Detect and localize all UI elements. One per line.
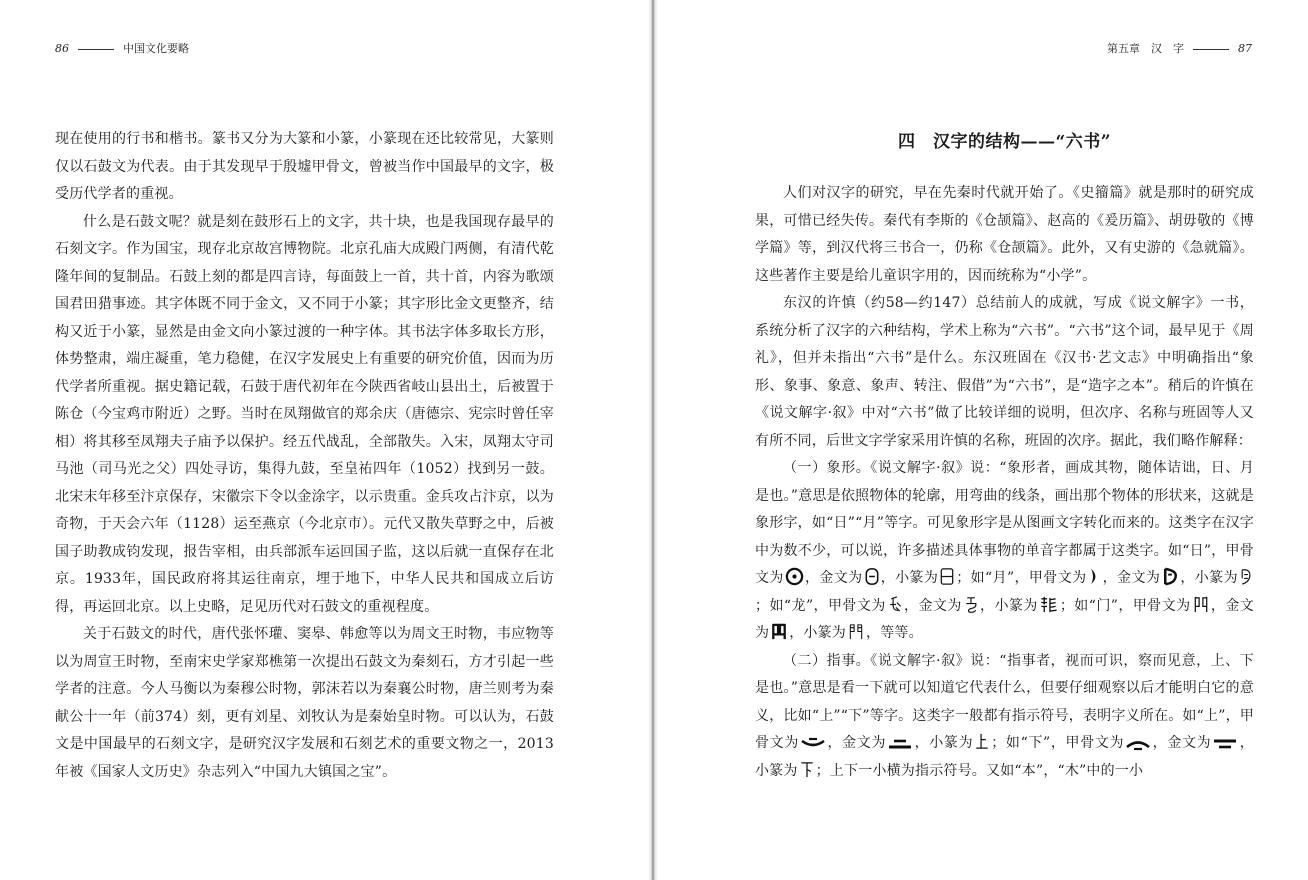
text-run: ；如“门”，甲骨文为: [1059, 597, 1191, 614]
text-run: ，小篆为: [914, 735, 974, 751]
seal-shang-glyph-icon: [974, 732, 990, 751]
paragraph-xiangxing: [755, 455, 1254, 648]
bronze-ri-glyph-icon: [864, 567, 880, 586]
oracle-yue-glyph-icon: [1087, 567, 1101, 586]
text-run: ，金文为: [903, 597, 962, 614]
text-run: ；如“下”，甲骨文为: [991, 735, 1125, 751]
seal-ri-glyph-icon: [939, 567, 955, 586]
oracle-xia-glyph-icon: [1125, 737, 1151, 751]
oracle-long-glyph-icon: [887, 595, 903, 614]
chapter-title: 第五章 汉 字: [1107, 42, 1184, 55]
xiangxing-intro: （一）象形。《说文解字·叙》说：“象形者，画成其物，随体诘诎，日、月是也。”意思是依照物体的轮廓，用弯曲的线条，画出那个物体的形状来，这就是象形字，如“日”“月”等字。可见象形字是从图画文字转化而来的。这类字在汉字中为数不少，可以说，许多描述具体事物的单音字都属于这类字。: [755, 460, 1254, 559]
bronze-yue-glyph-icon: [1161, 567, 1179, 586]
text-run: ，金文为: [1152, 735, 1212, 751]
text-run: ，小篆为: [979, 597, 1038, 614]
header-rule: [1193, 49, 1229, 50]
oracle-ri-glyph-icon: [785, 567, 804, 586]
paragraph: 什么是石鼓文呢？就是刻在鼓形石上的文字，共十块，也是我国现存最早的石刻文字。作为国宝，现存北京故宫博物院。北京孔庙大成殿门两侧，有清代乾隆年间的复制品。石鼓上刻的都是四言诗，每面鼓上一首，共十首，内容为歌颂国君田猎事迹。其字体既不同于金文，又不同于小篆；其字形比金文更整齐，结构又近于小篆，显然是由金文向小篆过渡的一种字体。其书法字体多取长方形，体势整肃，端庄凝重，笔力稳健，在汉字发展史上有重要的研究价值，因而为历代学者所重视。据史籍记载，石鼓于唐代初年在今陕西省岐山县出土，后被置于陈仓（今宝鸡市附近）之野。当时在凤翔做官的郑余庆（唐德宗、宪宗时曾任宰相）将其移至凤翔夫子庙予以保护。经五代战乱，全部散失。入宋，凤翔太守司马池（司马光之父）四处寻访，集得九鼓，至皇祐四年（1052）找到另一鼓。北宋末年移至汴京保存，宋徽宗下令以金涂字，以示贵重。金兵攻占汴京，以为奇物，于天会六年（1128）运至燕京（今北京市）。元代又散失草野之中，后被国子助教成钧发现，报告宰相，由兵部派车运回国子监，这以后就一直保存在北京。1933年，国民政府将其运往南京，埋于地下，中华人民共和国成立后访得，再运回北京。以上史略，足见历代对石鼓文的重视程度。: [55, 213, 554, 615]
left-body-text: [55, 126, 554, 786]
oracle-shang-glyph-icon: [800, 737, 826, 751]
seal-yue-glyph-icon: [1239, 567, 1253, 586]
header-rule: [78, 49, 114, 50]
right-running-head: [1107, 41, 1252, 57]
book-title: 中国文化要略: [123, 42, 189, 55]
seal-xia-glyph-icon: [799, 760, 815, 779]
right-page-number: 87: [1238, 42, 1252, 55]
right-page: [658, 0, 1308, 880]
text-run: ，金文为: [827, 735, 887, 751]
text-run: 如“上”，甲骨文为: [755, 707, 1254, 751]
text-run: ，小篆为: [755, 735, 1254, 779]
right-body-text: [755, 180, 1254, 785]
bronze-men-glyph-icon: [770, 622, 788, 641]
seal-long-glyph-icon: [1039, 595, 1059, 614]
paragraph: 关于石鼓文的时代，唐代张怀瓘、窦皋、韩愈等以为周文王时物，韦应物等以为周宣王时物，至南宋史学家郑樵第一次提出石鼓文为秦刻石，方才引起一些学者的注意。今人马衡以为秦穆公时物，郭沫若以为秦襄公时物，唐兰则考为秦献公十一年（前374）刻，更有刘星、刘牧认为是秦始皇时物。可以认为，石鼓文是中国最早的石刻文字，是研究汉字发展和石刻艺术的重要文物之一，2013年被《国家人文历史》杂志列入“中国九大镇国之宝”。: [55, 626, 554, 780]
paragraph: 东汉的许慎（约58—约147）总结前人的成就，写成《说文解字》一书，系统分析了汉字的六种结构，学术上称为“六书”。“六书”这个词，最早见于《周礼》，但并未指出“六书”是什么。东汉班固在《汉书·艺文志》中明确指出“象形、象事、象意、象声、转注、假借”为“六书”，是“造字之本”。稍后的许慎在《说文解字·叙》中对“六书”做了比较详细的说明，但次序、名称与班固等人又有所不同，后世文字学家采用许慎的名称，班固的次序。据此，我们略作解释：: [755, 295, 1254, 449]
zhishi-intro: （二）指事。《说文解字·叙》说：“指事者，视而可识，察而见意，上、下是也。”意思是看一下就可以知道它代表什么，但要仔细观察以后才能明白它的意义，比如“上”“下”等字。这类字一般都有指示符号，表明字义所在。: [755, 652, 1254, 724]
left-page: [0, 0, 648, 880]
text-run: ，金文为: [804, 570, 863, 586]
oracle-men-glyph-icon: [1192, 595, 1210, 614]
bronze-long-glyph-icon: [963, 595, 979, 614]
text-run: ；如“月”，甲骨文为: [956, 570, 1087, 586]
book-gutter: [648, 0, 658, 880]
text-run: ，小篆为: [789, 625, 847, 641]
bronze-xia-glyph-icon: [1212, 737, 1238, 751]
paragraph: 现在使用的行书和楷书。篆书又分为大篆和小篆，小篆现在还比较常见，大篆则仅以石鼓文为代表。由于其发现早于殷墟甲骨文，曾被当作中国最早的文字，极受历代学者的重视。: [55, 131, 554, 202]
text-run: ；如“龙”，甲骨文为: [755, 597, 886, 614]
text-run: ，小篆为: [1180, 570, 1238, 586]
left-running-head: [55, 41, 189, 57]
text-run: ；上下一小横为指示符号。又如“本”，“木”中的一小: [815, 762, 1144, 779]
text-run: ，小篆为: [880, 570, 939, 586]
text-run: ，金文为: [755, 597, 1254, 641]
text-run: ，金文为: [1102, 570, 1161, 586]
paragraph: 人们对汉字的研究，早在先秦时代就开始了。《史籀篇》就是那时的研究成果，可惜已经失传。秦代有李斯的《仓颉篇》、赵高的《爰历篇》、胡毋敬的《博学篇》等，到汉代将三书合一，仍称《仓颉篇》。此外，又有史游的《急就篇》。这些著作主要是给儿童识字用的，因而统称为“小学”。: [755, 185, 1254, 284]
bronze-shang-glyph-icon: [887, 737, 913, 751]
paragraph-zhishi: [755, 648, 1254, 786]
section-title: 四 汉字的结构——“六书”: [897, 132, 1112, 152]
text-run: 如“日”，甲骨文为: [755, 542, 1254, 586]
text-run: ，等等。: [866, 625, 923, 641]
seal-men-glyph-icon: [847, 622, 865, 641]
left-page-number: 86: [55, 42, 69, 55]
